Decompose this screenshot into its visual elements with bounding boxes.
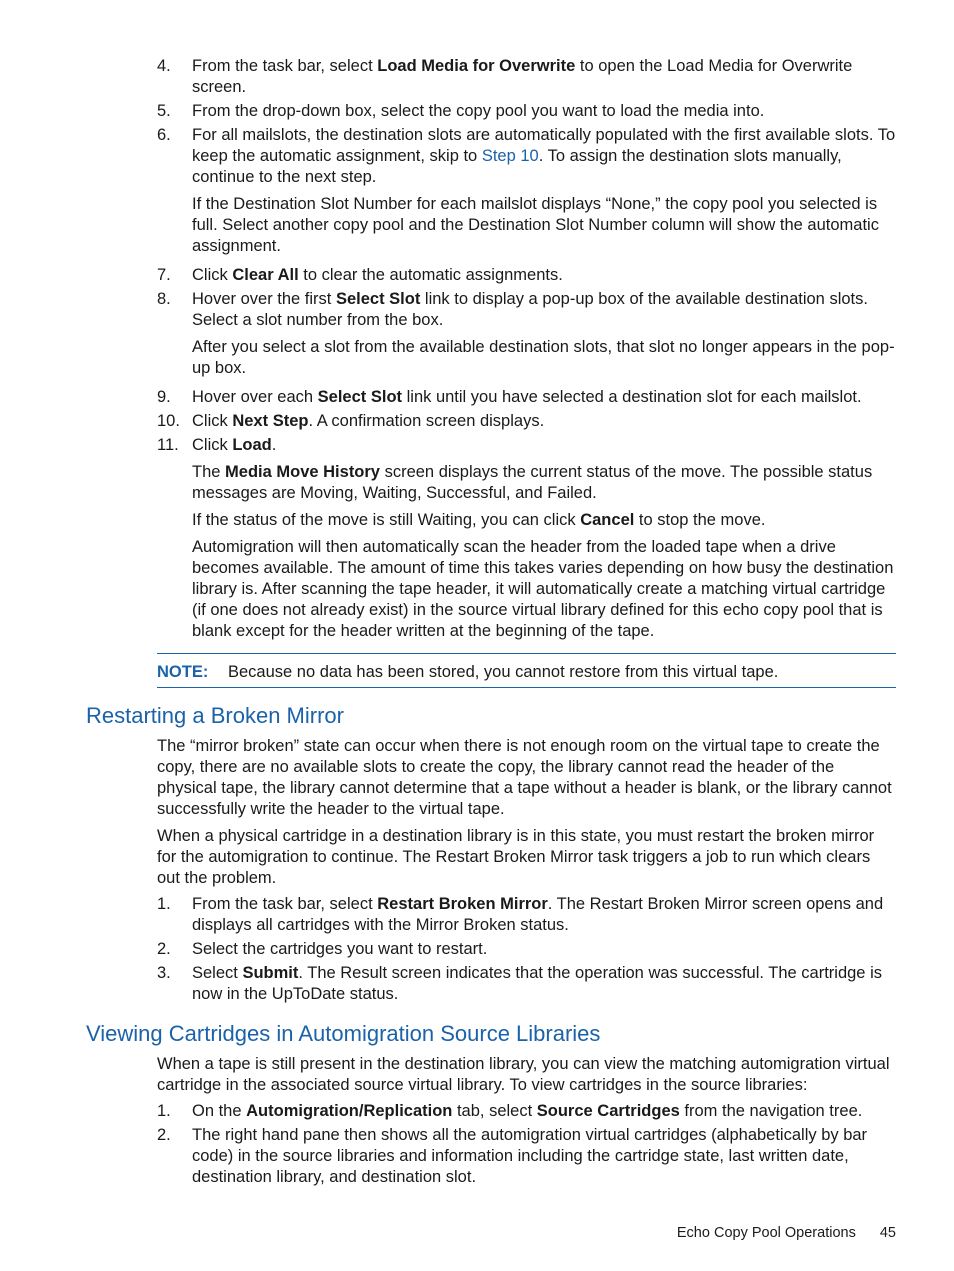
paragraph: If the Destination Slot Number for each mailslot displays “None,” the copy pool you selected is full. Select another copy pool and the Destination Slot Number column will show the automatic assignment. <box>192 195 879 255</box>
note-bottom-rule <box>157 687 896 688</box>
list-number: 10. <box>157 412 180 430</box>
ui-term: Submit <box>242 964 299 982</box>
list-number: 7. <box>157 266 171 284</box>
section-heading: Viewing Cartridges in Automigration Source Libraries <box>86 1021 601 1046</box>
list-number: 9. <box>157 388 171 406</box>
step-10-link[interactable]: Step 10 <box>481 147 539 165</box>
ui-term: Cancel <box>580 511 635 529</box>
note-label: NOTE: <box>157 663 209 681</box>
page-number: 45 <box>879 1225 896 1241</box>
ui-term: Restart Broken Mirror <box>377 895 548 913</box>
note-text: Because no data has been stored, you cannot restore from this virtual tape. <box>228 663 779 681</box>
paragraph: Automigration will then automatically scan the header from the loaded tape when a drive becomes available. The amount of time this takes varies depending on how busy the destination library is. After scanning the tape header, it will automatically create a matching virtual cartridge (if one does not already exist) in the source virtual library defined for this echo copy pool that is blank except for the header written at the beginning of the tape. <box>192 538 894 640</box>
list-number: 1. <box>157 895 171 913</box>
ui-term: Next Step <box>232 412 309 430</box>
list-number: 8. <box>157 290 171 308</box>
page-footer <box>677 1223 896 1244</box>
list-number: 5. <box>157 102 171 120</box>
ui-term: Load <box>232 436 272 454</box>
ui-term: Select Slot <box>335 290 421 308</box>
list-number: 1. <box>157 1102 171 1120</box>
ui-term: Select Slot <box>317 388 403 406</box>
ui-term: Clear All <box>232 266 299 284</box>
paragraph: When a physical cartridge in a destination library is in this state, you must restart the broken mirror for the automigration to continue. The Restart Broken Mirror task triggers a job to run which clears out the problem. <box>157 827 875 887</box>
list-number: 6. <box>157 126 171 144</box>
footer-section-title: Echo Copy Pool Operations <box>676 1225 856 1241</box>
paragraph: After you select a slot from the available destination slots, that slot no longer appears in the pop-up box. <box>192 338 895 377</box>
ui-term: Media Move History <box>225 463 380 481</box>
ui-term: Automigration/Replication <box>246 1102 453 1120</box>
paragraph: The “mirror broken” state can occur when there is not enough room on the virtual tape to create the copy, there are no available slots to create the copy, the library cannot read the header of the physical tape, the library cannot determine that a tape without a header is blank, or the library cannot successfully write the header to the virtual tape. <box>157 737 892 818</box>
list-number: 4. <box>157 57 171 75</box>
list-number: 2. <box>157 940 171 958</box>
ui-term: Source Cartridges <box>536 1102 680 1120</box>
list-number: 3. <box>157 964 171 982</box>
paragraph: The Media Move History screen displays the current status of the move. The possible status messages are Moving, Waiting, Successful, and Failed. <box>192 463 873 502</box>
paragraph: If the status of the move is still Waiting, you can click Cancel to stop the move. <box>192 511 766 529</box>
paragraph: When a tape is still present in the destination library, you can view the matching automigration virtual cartridge in the associated source virtual library. To view cartridges in the source libraries: <box>157 1055 890 1094</box>
list-number: 11. <box>157 436 179 454</box>
list-number: 2. <box>157 1126 171 1144</box>
note-top-rule <box>157 653 896 654</box>
manual-page: 4. From the task bar, select Load Media for Overwrite to open the Load Media for Overwrite screen. 5. From the drop-down box, select the copy pool you want to load the media into. 6. For all mailslots, the destination slots are automatically populated with the first available slots. To keep the automatic assignment, skip to Step 10. To assign the destination slots manually, continue to the next step. If the Destination Slot Number for each mailslot displays “None,” the copy pool you selected is full. Select another copy pool and the Destination Slot Number column will show the automatic assignment. 7. Click Clear All to clear the automatic assignments. 8. Hover over the first Select Slot link to display a pop-up box of the available destination slots. Select a slot number from the box. After you select a slot from the available destination slots, that slot no longer appears in the pop-up box. 9. Hover over each Select Slot link until you have selected a destination slot for each mailslot. 10. Click Next Step. A confirmation screen displays. 11. Click Load. The Media Move History screen displays the current status of the move. The possible status messages are Moving, Waiting, Successful, and Failed. If the status of the move is still Waiting, you can click Cancel to stop the move. Automigration will then automatically scan the header from the loaded tape when a drive becomes available. The amount of time this takes varies depending on how busy the destination library is. After scanning the tape header, it will automatically create a matching virtual cartridge (if one does not already exist) in the source virtual library defined for this echo copy pool that is blank except for the header written at the beginning of the tape. NOTE: Because no data has been stored, you cannot restore from this virtual tape. Restarting a Broken Mirror The “mirror broken” state can occur when there is not enough room on the virtual tape to create the copy, there are no available slots to create the copy, the library cannot read the header of the physical tape, the library cannot determine that a tape without a header is blank, or the library cannot successfully write the header to the virtual tape. When a physical cartridge in a destination library is in this state, you must restart the broken mirror for the automigration to continue. The Restart Broken Mirror task triggers a job to run which clears out the problem. 1. From the task bar, select Restart Broken Mirror. The Restart Broken Mirror screen opens and displays all cartridges with the Mirror Broken status. 2. Select the cartridges you want to restart. 3. Select Submit. The Result screen indicates that the operation was successful. The cartridge is now in the UpToDate status. Viewing Cartridges in Automigration Source Libraries When a tape is still present in the destination library, you can view the matching automigration virtual cartridge in the associated source virtual library. To view cartridges in the source libraries: 1. On the Automigration/Replication tab, select Source Cartridges from the navigation tree. 2. The right hand pane then shows all the automigration virtual cartridges (alphabetically by bar code) in the source libraries and information including the cartridge state, last written date, destination library, and destination slot. Echo Copy Pool Operations 45 <box>0 0 954 1271</box>
section-heading: Restarting a Broken Mirror <box>86 703 344 728</box>
ui-term: Load Media for Overwrite <box>377 57 576 75</box>
